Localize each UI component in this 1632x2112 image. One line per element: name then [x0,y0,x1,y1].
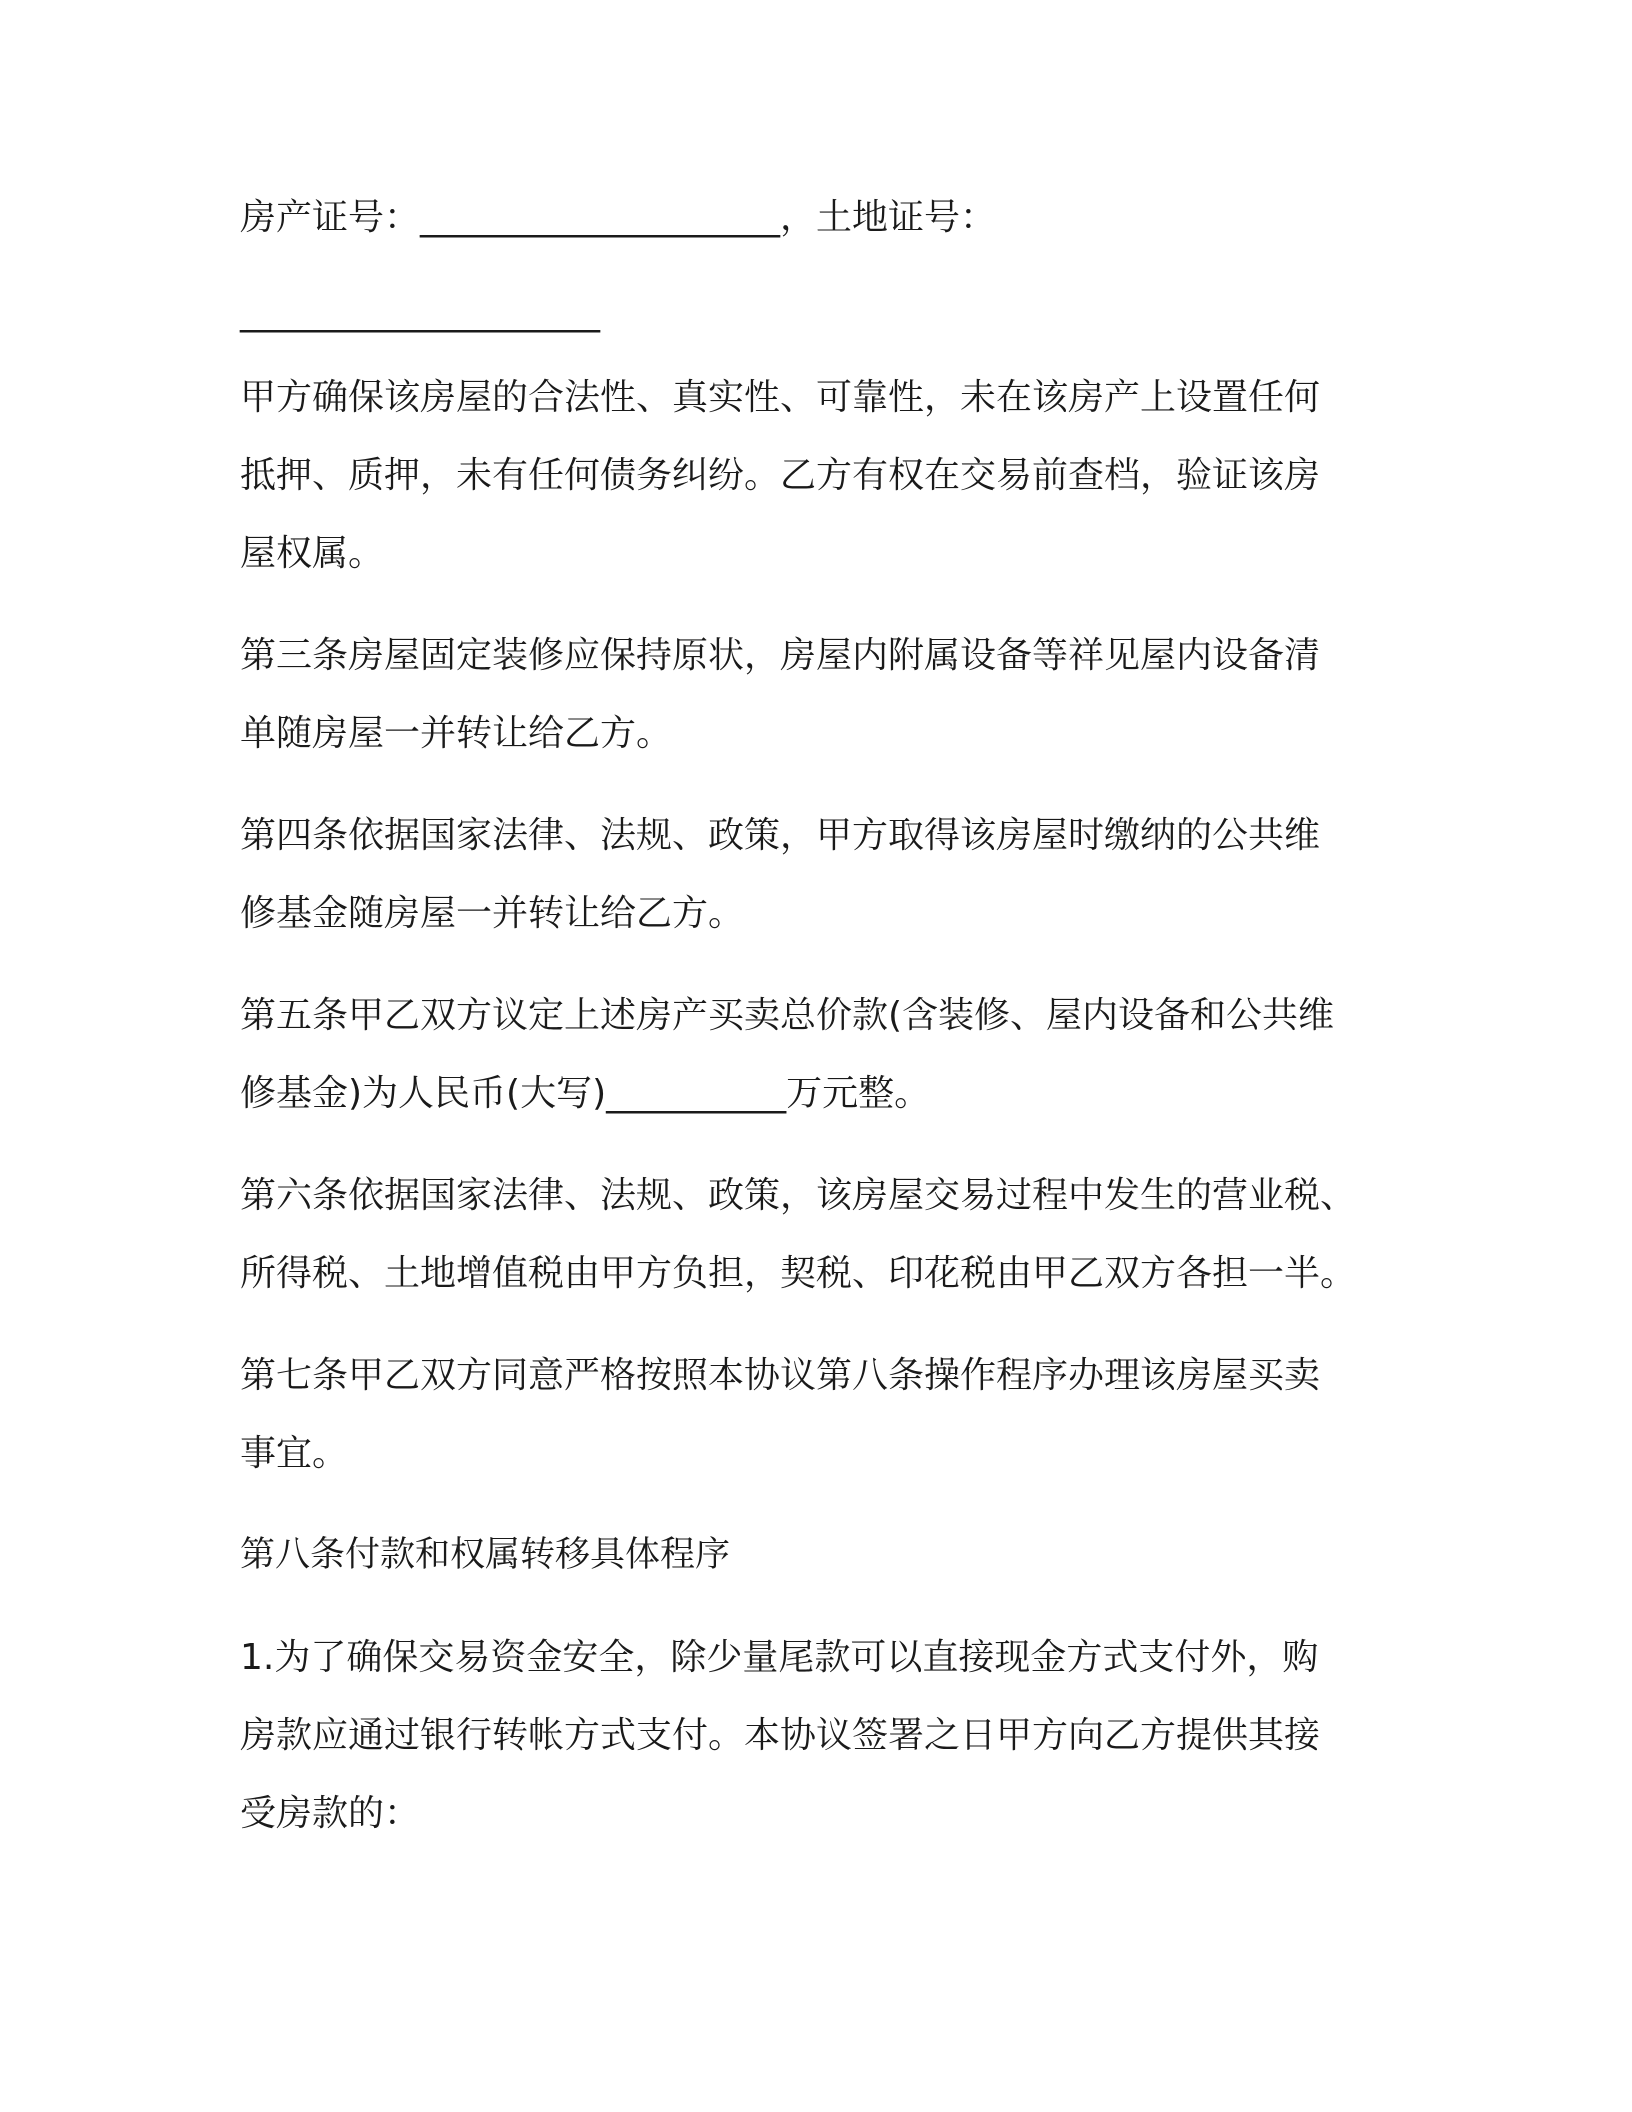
text-line-article-8-item1-2: 房款应通过银行转帐方式支付。本协议签署之日甲方向乙方提供其接 [240,1715,1321,1756]
text-line-party-a-guarantee-2: 抵押、质押，未有任何债务纠纷。乙方有权在交易前查档，验证该房 [240,455,1321,496]
text-line-article-8-heading: 第八条付款和权属转移具体程序 [240,1535,731,1575]
text-line-article-8-item1-1: 1.为了确保交易资金安全，除少量尾款可以直接现金方式支付外，购 [240,1637,1319,1678]
text-line-property-cert-no: 房产证号：____________________，土地证号： [240,197,997,238]
text-line-article-7-1: 第七条甲乙双方同意严格按照本协议第八条操作程序办理该房屋买卖 [240,1355,1321,1396]
text-line-land-cert-blank: ____________________ [240,292,600,333]
text-line-article-7-2: 事宜。 [240,1433,349,1474]
text-line-article-4-2: 修基金随房屋一并转让给乙方。 [240,893,745,934]
text-line-article-4-1: 第四条依据国家法律、法规、政策，甲方取得该房屋时缴纳的公共维 [240,815,1321,856]
text-line-article-5-1: 第五条甲乙双方议定上述房产买卖总价款(含装修、屋内设备和公共维 [240,995,1335,1036]
text-line-article-3-1: 第三条房屋固定装修应保持原状，房屋内附属设备等祥见屋内设备清 [240,635,1321,676]
text-line-article-6-2: 所得税、土地增值税由甲方负担，契税、印花税由甲乙双方各担一半。 [240,1253,1357,1294]
text-line-party-a-guarantee-1: 甲方确保该房屋的合法性、真实性、可靠性，未在该房产上设置任何 [240,377,1321,418]
text-line-party-a-guarantee-3: 屋权属。 [240,533,385,574]
text-line-article-3-2: 单随房屋一并转让给乙方。 [240,713,673,754]
text-line-article-8-item1-3: 受房款的： [240,1793,421,1834]
text-line-article-5-2: 修基金)为人民币(大写)__________万元整。 [240,1073,931,1114]
text-line-article-6-1: 第六条依据国家法律、法规、政策，该房屋交易过程中发生的营业税、 [240,1175,1357,1216]
